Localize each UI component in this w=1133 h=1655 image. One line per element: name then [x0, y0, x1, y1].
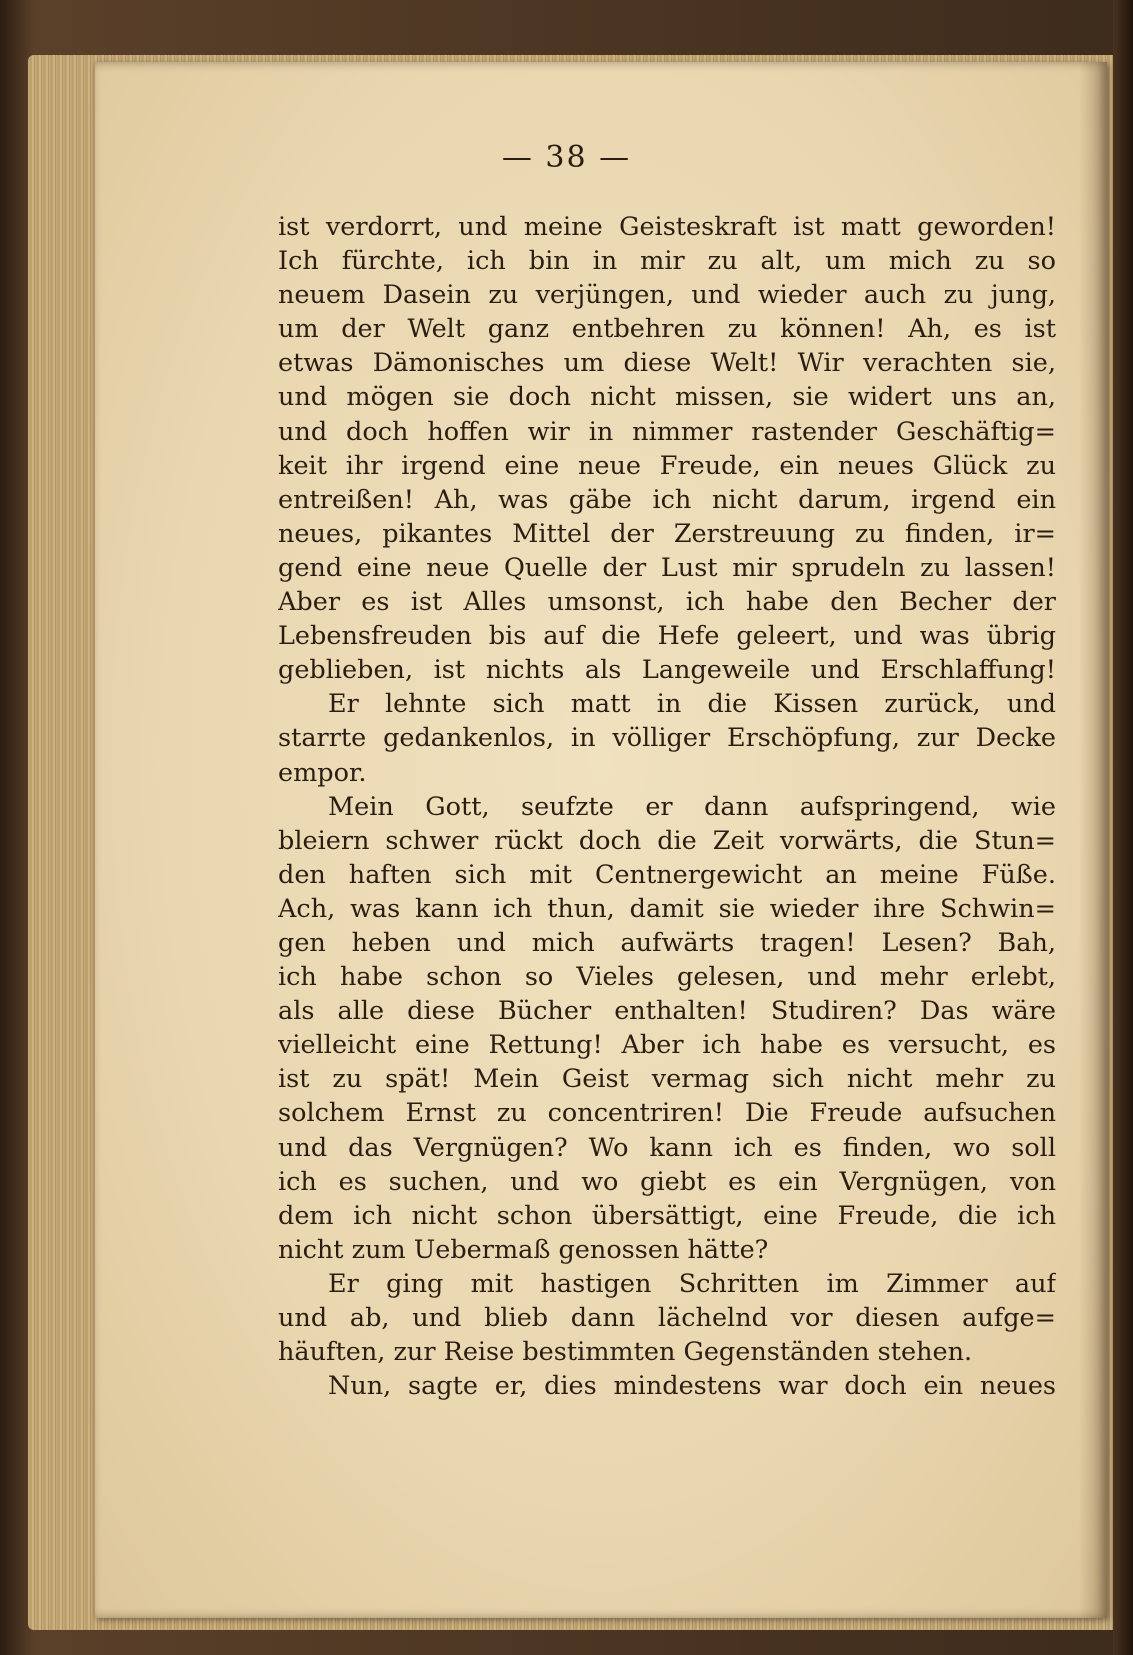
text-line: starrte gedankenlos, in völliger Erschöpfung, zur Decke: [278, 723, 1056, 754]
text-line: keit ihr irgend eine neue Freude, ein neues Glück zu: [278, 450, 1056, 481]
body-text: [278, 210, 1056, 1403]
text-line: Nun, sagte er, dies mindestens war doch ein neues: [328, 1371, 1056, 1402]
text-line: häuften, zur Reise bestimmten Gegenständen stehen.: [278, 1337, 973, 1368]
text-line: und doch hoffen wir in nimmer rastender Geschäftig=: [278, 416, 1056, 447]
text-line: Er lehnte sich matt in die Kissen zurück, und: [328, 689, 1056, 720]
text-line: gend eine neue Quelle der Lust mir sprudeln zu lassen!: [278, 552, 1056, 583]
text-line: ich es suchen, und wo giebt es ein Vergnügen, von: [278, 1166, 1056, 1197]
text-line: etwas Dämonisches um diese Welt! Wir verachten sie,: [278, 348, 1056, 379]
text-line: Lebensfreuden bis auf die Hefe geleert, und was übrig: [278, 621, 1056, 652]
text-line: ist verdorrt, und meine Geisteskraft ist matt geworden!: [278, 212, 1056, 242]
text-line: ich habe schon so Vieles gelesen, und mehr erlebt,: [278, 962, 1056, 993]
text-line: empor.: [278, 757, 367, 788]
text-line: neues, pikantes Mittel der Zerstreuung zu finden, ir=: [278, 518, 1056, 549]
text-line: neuem Dasein zu verjüngen, und wieder auch zu jung,: [278, 280, 1056, 311]
text-line: Mein Gott, seufzte er dann aufspringend, wie: [328, 791, 1056, 822]
text-line: solchem Ernst zu concentriren! Die Freude aufsuchen: [278, 1098, 1056, 1129]
text-line: nicht zum Uebermaß genossen hätte?: [278, 1234, 769, 1265]
page-gutter-shadow: [1079, 62, 1107, 1618]
text-line: als alle diese Bücher enthalten! Studiren? Das wäre: [278, 996, 1056, 1027]
text-line: geblieben, ist nichts als Langeweile und Erschlaffung!: [278, 655, 1056, 686]
page-number: — 38 —: [501, 140, 632, 175]
text-line: den haften sich mit Centnergewicht an meine Füße.: [278, 859, 1056, 890]
text-line: vielleicht eine Rettung! Aber ich habe es versucht, es: [278, 1030, 1056, 1061]
text-line: gen heben und mich aufwärts tragen! Lesen? Bah,: [278, 927, 1056, 958]
text-line: entreißen! Ah, was gäbe ich nicht darum, irgend ein: [278, 484, 1056, 515]
text-line: um der Welt ganz entbehren zu können! Ah, es ist: [278, 314, 1056, 345]
text-line: Aber es ist Alles umsonst, ich habe den Becher der: [278, 587, 1056, 618]
text-line: bleiern schwer rückt doch die Zeit vorwärts, die Stun=: [278, 825, 1056, 856]
text-line: dem ich nicht schon übersättigt, eine Freude, die ich: [278, 1200, 1056, 1231]
text-line: ist zu spät! Mein Geist vermag sich nicht mehr zu: [278, 1064, 1056, 1095]
text-line: Ich fürchte, ich bin in mir zu alt, um mich zu so: [278, 246, 1056, 277]
book-spine: [1113, 0, 1133, 1655]
text-line: Ach, was kann ich thun, damit sie wieder ihre Schwin=: [278, 893, 1056, 924]
text-line: und das Vergnügen? Wo kann ich es finden, wo soll: [278, 1132, 1056, 1163]
text-line: und ab, und blieb dann lächelnd vor diesen aufge=: [278, 1303, 1056, 1333]
text-line: Er ging mit hastigen Schritten im Zimmer auf: [328, 1268, 1056, 1299]
text-line: und mögen sie doch nicht missen, sie widert uns an,: [278, 382, 1056, 413]
